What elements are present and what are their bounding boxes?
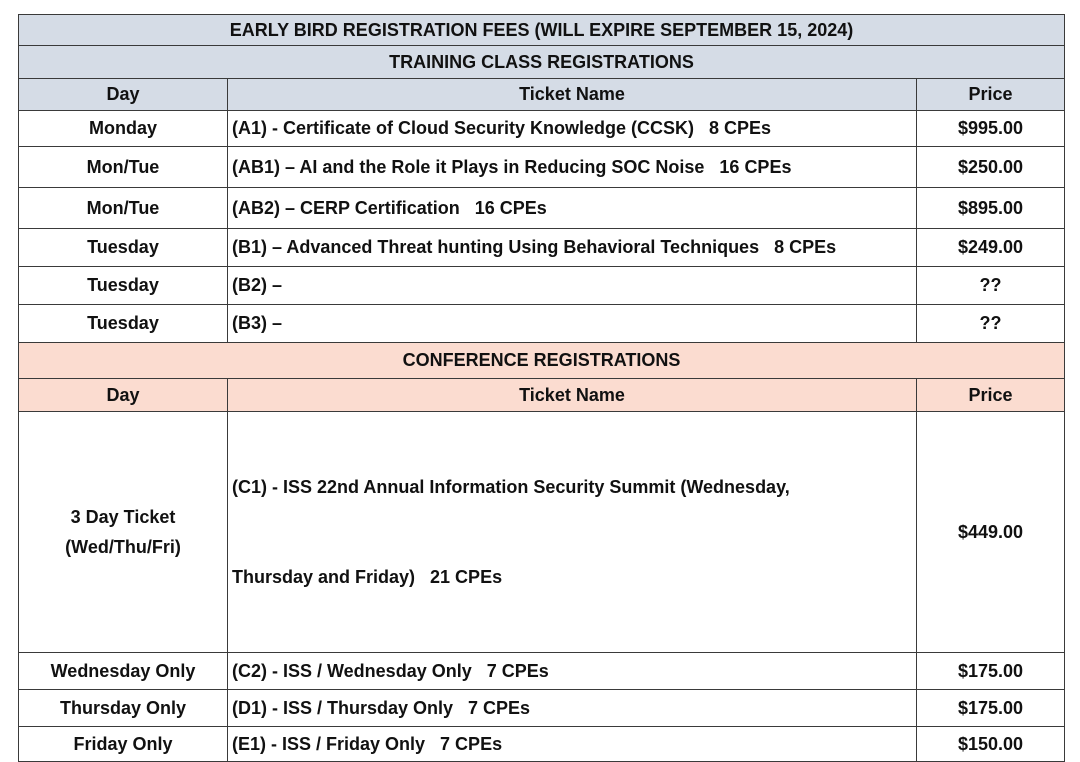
row-day-line: (Wed/Thu/Fri) — [65, 537, 181, 557]
table-row — [19, 690, 1065, 727]
row-day: Thursday Only — [19, 690, 228, 727]
conference-header-row — [19, 379, 1065, 412]
row-day: Tuesday — [19, 229, 228, 267]
row-ticket-name: (D1) - ISS / Thursday Only 7 CPEs — [228, 690, 917, 727]
conference-section-title: CONFERENCE REGISTRATIONS — [19, 343, 1065, 379]
row-ticket-name: (AB2) – CERP Certification 16 CPEs — [228, 188, 917, 229]
registration-fees-table — [18, 14, 1065, 762]
table-row — [19, 188, 1065, 229]
row-price: $250.00 — [917, 147, 1065, 188]
row-ticket-line: Thursday and Friday) 21 CPEs — [232, 567, 503, 587]
table-title: EARLY BIRD REGISTRATION FEES (WILL EXPIRE SEPTEMBER 15, 2024) — [19, 15, 1065, 46]
table-row — [19, 111, 1065, 147]
row-ticket-name: (B1) – Advanced Threat hunting Using Behavioral Techniques 8 CPEs — [228, 229, 917, 267]
row-day: Tuesday — [19, 267, 228, 305]
row-ticket-line: (C1) - ISS 22nd Annual Information Security Summit (Wednesday, — [232, 477, 790, 497]
row-day: Friday Only — [19, 727, 228, 762]
table-row — [19, 305, 1065, 343]
table-row — [19, 147, 1065, 188]
row-price: $175.00 — [917, 690, 1065, 727]
row-day: Monday — [19, 111, 228, 147]
row-ticket-name: (AB1) – AI and the Role it Plays in Reducing SOC Noise 16 CPEs — [228, 147, 917, 188]
row-price: $449.00 — [917, 412, 1065, 653]
row-day-line: 3 Day Ticket — [70, 507, 176, 527]
row-price: $895.00 — [917, 188, 1065, 229]
training-header-row — [19, 79, 1065, 111]
row-day: Wednesday Only — [19, 653, 228, 690]
conference-section-row — [19, 343, 1065, 379]
row-price: $249.00 — [917, 229, 1065, 267]
row-day — [19, 412, 228, 653]
row-ticket-name: (C2) - ISS / Wednesday Only 7 CPEs — [228, 653, 917, 690]
header-day: Day — [19, 379, 228, 412]
header-price: Price — [917, 379, 1065, 412]
training-section-row — [19, 46, 1065, 79]
row-price: $150.00 — [917, 727, 1065, 762]
title-row — [19, 15, 1065, 46]
row-price: $995.00 — [917, 111, 1065, 147]
row-price: $175.00 — [917, 653, 1065, 690]
row-ticket-name: (B2) – — [228, 267, 917, 305]
row-price: ?? — [917, 267, 1065, 305]
row-day: Mon/Tue — [19, 147, 228, 188]
header-ticket-name: Ticket Name — [228, 79, 917, 111]
row-day: Tuesday — [19, 305, 228, 343]
row-ticket-name: (B3) – — [228, 305, 917, 343]
table-row — [19, 653, 1065, 690]
table-row — [19, 229, 1065, 267]
row-price: ?? — [917, 305, 1065, 343]
table-row — [19, 412, 1065, 653]
row-ticket-name: (A1) - Certificate of Cloud Security Knowledge (CCSK) 8 CPEs — [228, 111, 917, 147]
table-row — [19, 267, 1065, 305]
row-day: Mon/Tue — [19, 188, 228, 229]
table-row — [19, 727, 1065, 762]
header-ticket-name: Ticket Name — [228, 379, 917, 412]
header-day: Day — [19, 79, 228, 111]
row-ticket-name: (E1) - ISS / Friday Only 7 CPEs — [228, 727, 917, 762]
training-section-title: TRAINING CLASS REGISTRATIONS — [19, 46, 1065, 79]
row-ticket-name — [228, 412, 917, 653]
header-price: Price — [917, 79, 1065, 111]
